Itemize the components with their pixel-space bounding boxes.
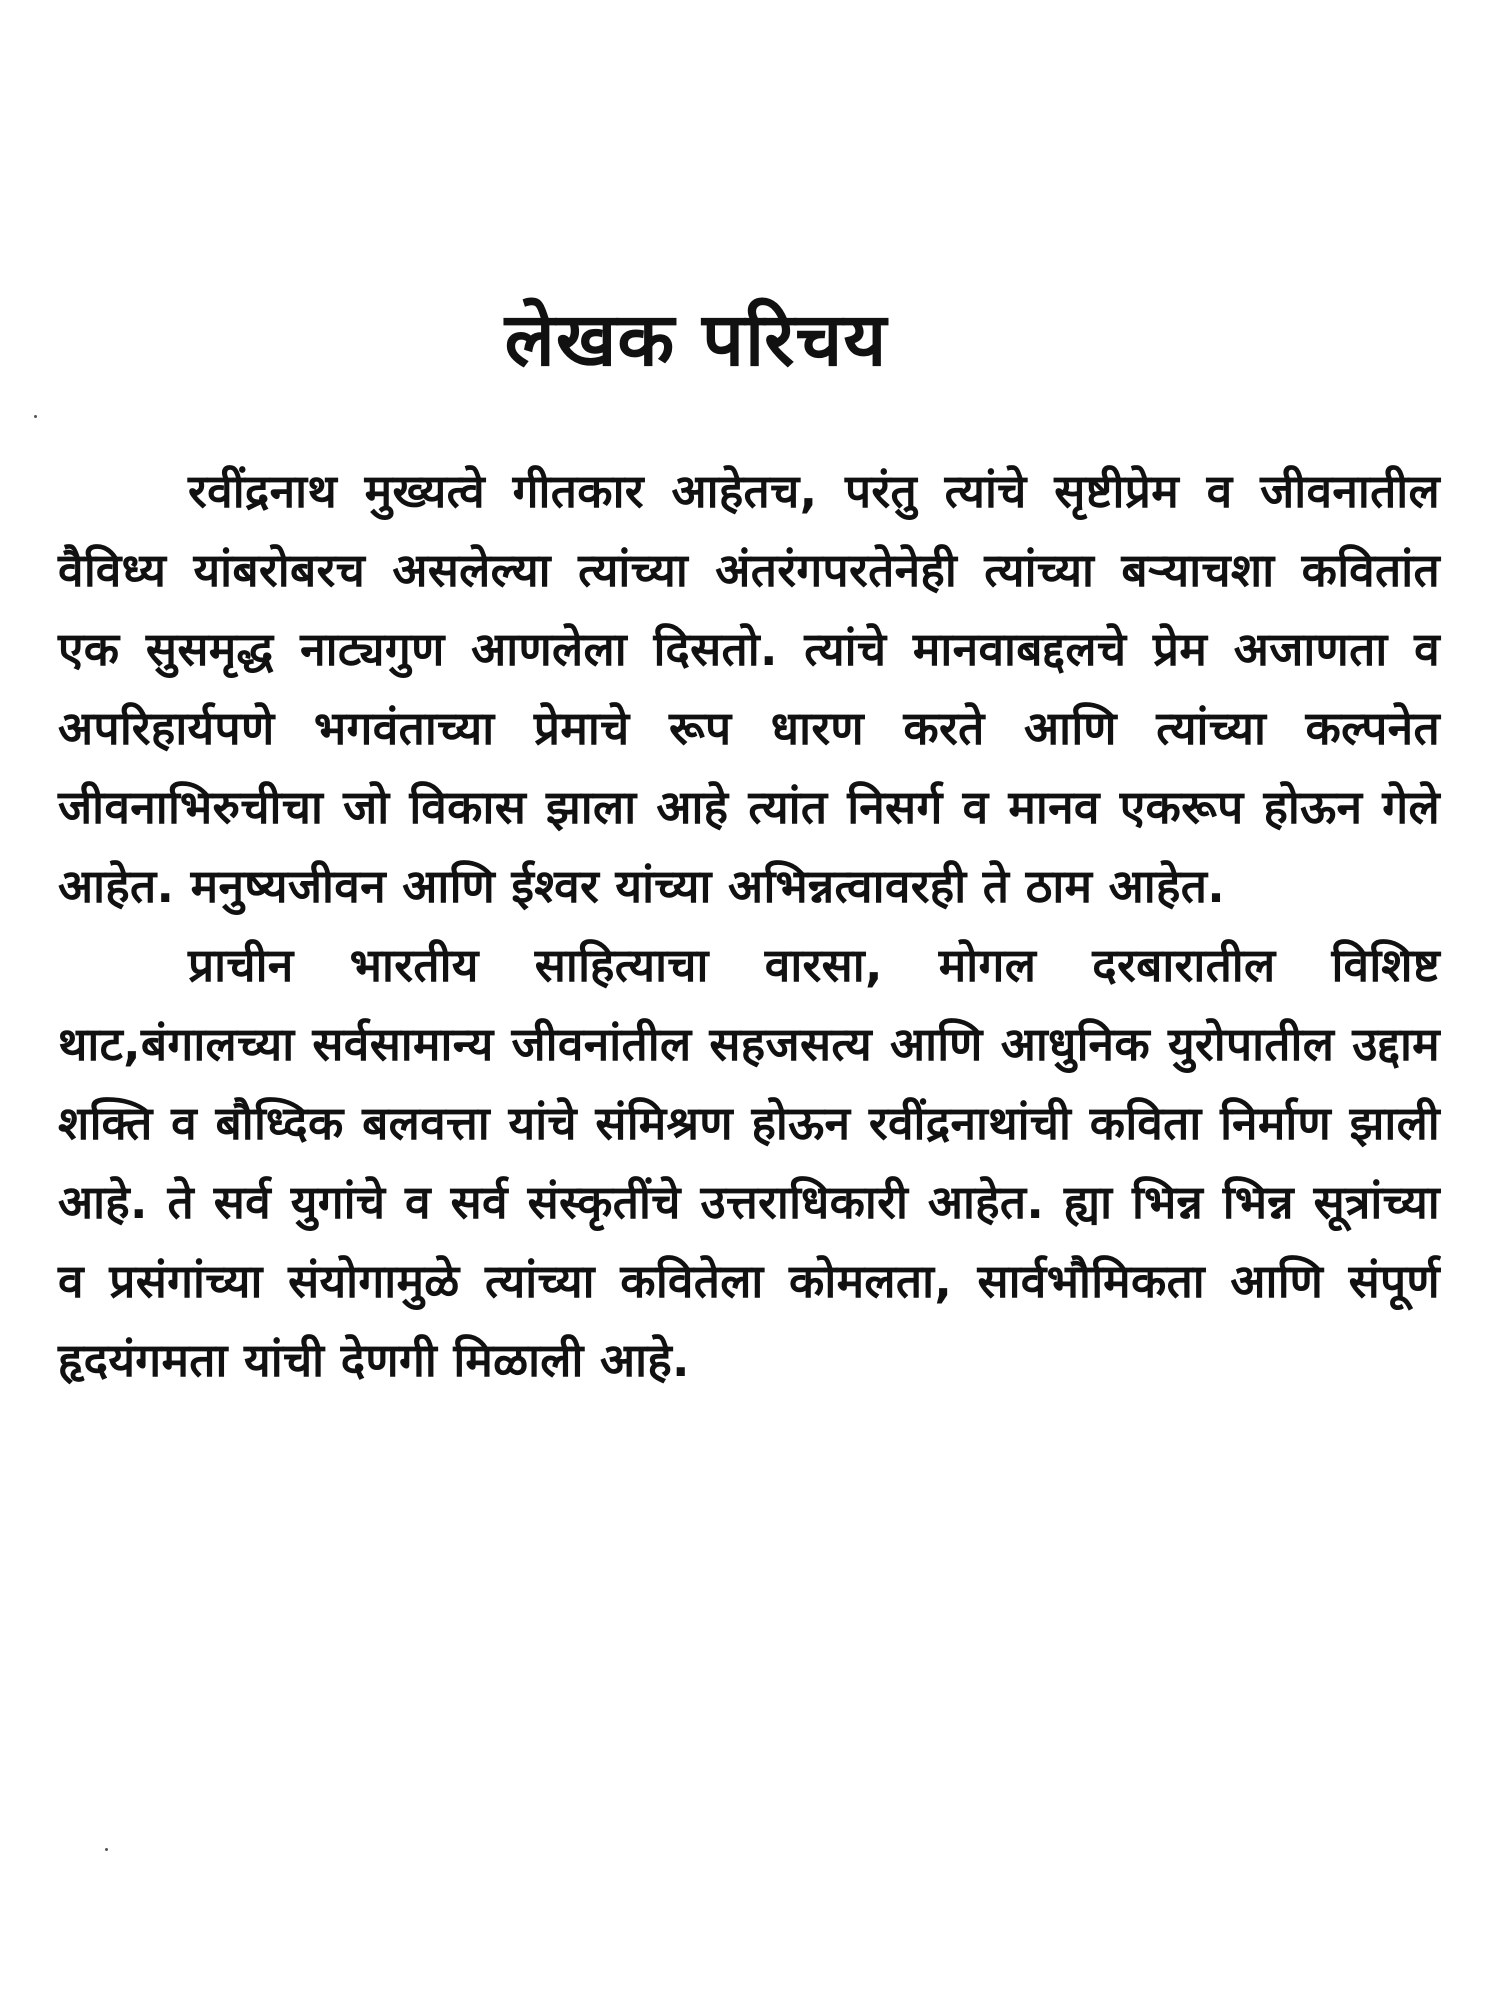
scan-speck	[105, 1848, 108, 1851]
paragraph-2: प्राचीन भारतीय साहित्याचा वारसा, मोगल दरबारातील विशिष्ट थाट,बंगालच्या सर्वसामान्य जीवनांतील सहजसत्य आणि आधुनिक युरोपातील उद्दाम शक्ति व बौध्दिक बलवत्ता यांचे संमिश्रण होऊन रवींद्रनाथांची कविता निर्माण झाली आहे. ते सर्व युगांचे व सर्व संस्कृतींचे उत्तराधिकारी आहेत. ह्या भिन्न भिन्न सूत्रांच्या व प्रसंगांच्या संयोगामुळे त्यांच्या कवितेला कोमलता, सार्वभौमिकता आणि संपूर्ण हृदयंगमता यांची देणगी मिळाली आहे.	[58, 938, 1440, 1387]
page-title: लेखक परिचय	[504, 297, 888, 383]
paragraph-1: रवींद्रनाथ मुख्यत्वे गीतकार आहेतच, परंतु त्यांचे सृष्टीप्रेम व जीवनातील वैविध्य यांबरोबरच असलेल्या त्यांच्या अंतरंगपरतेनेही त्यांच्या बऱ्याचशा कवितांत एक सुसमृद्ध नाट्यगुण आणलेला दिसतो. त्यांचे मानवाबद्दलचे प्रेम अजाणता व अपरिहार्यपणे भगवंताच्या प्रेमाचे रूप धारण करते आणि त्यांच्या कल्पनेत जीवनाभिरुचीचा जो विकास झाला आहे त्यांत निसर्ग व मानव एकरूप होऊन गेले आहेत. मनुष्यजीवन आणि ईश्वर यांच्या अभिन्नत्वावरही ते ठाम आहेत.	[58, 464, 1440, 913]
scan-speck	[34, 415, 37, 418]
document-body	[58, 452, 1440, 1400]
